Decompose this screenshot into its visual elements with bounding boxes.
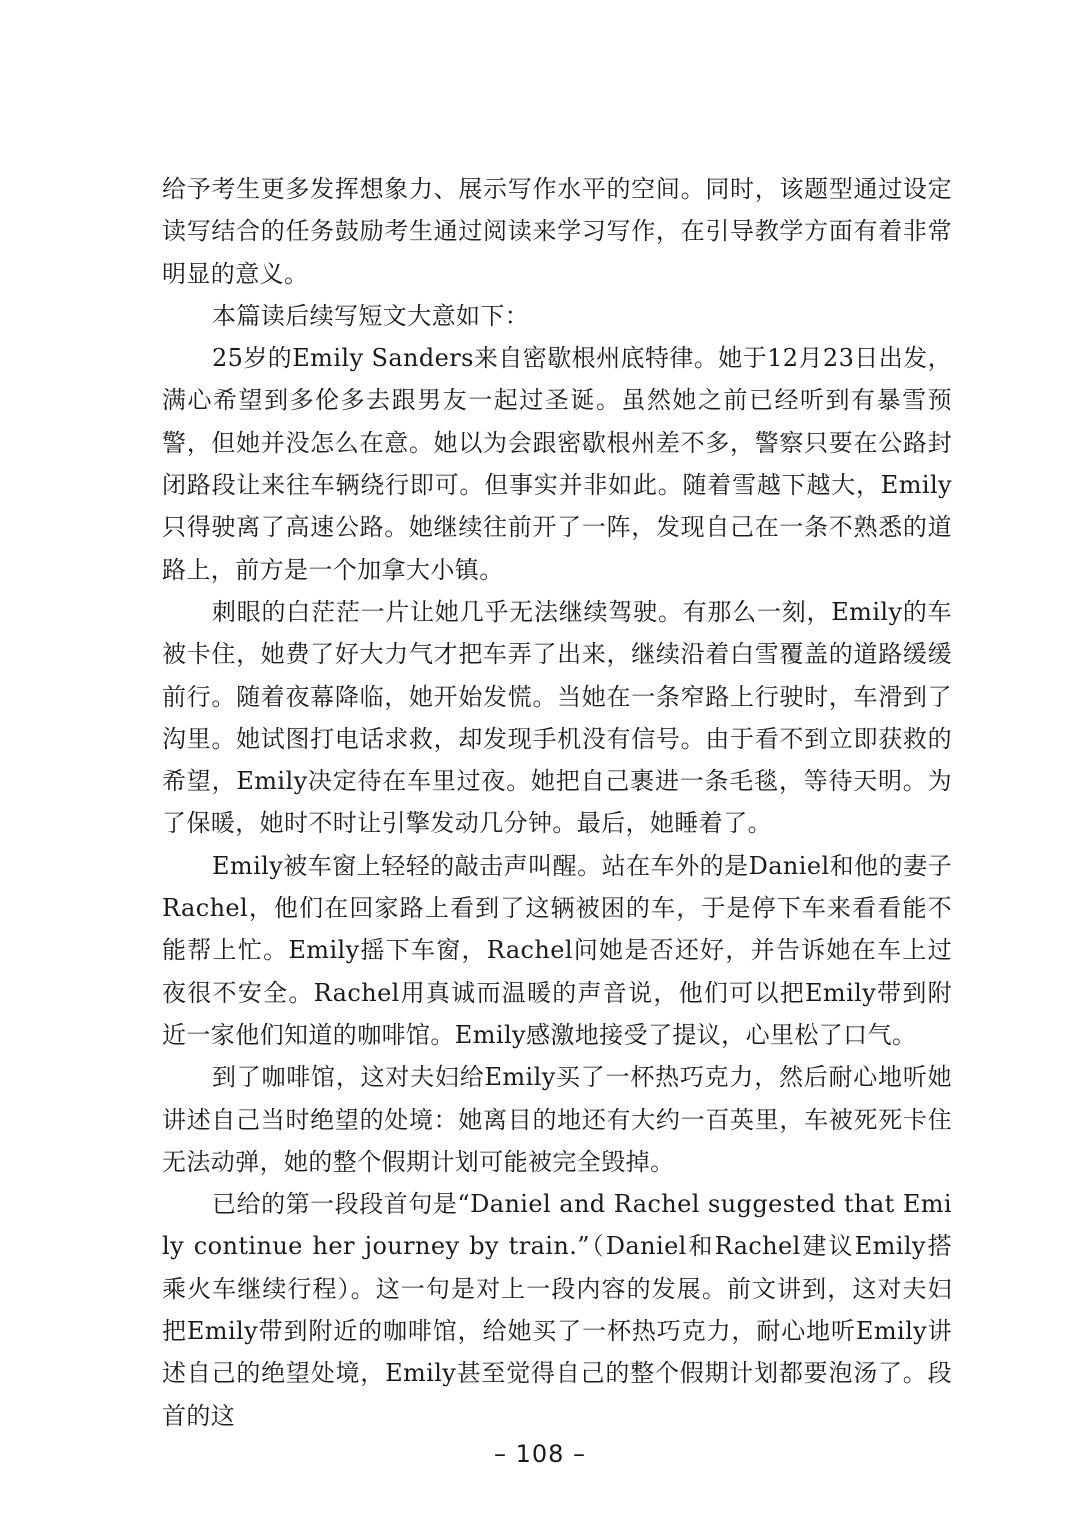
paragraph-analysis: 已给的第一段段首句是“Daniel and Rachel suggested that Emily continue her journey by train.”（Daniel和Rachel建议Emily搭乘火车继续行程）。这一句是对上一段内容的发展。前文讲到，这对夫妇把Emily带到附近的咖啡馆，给她买了一杯热巧克力，耐心地听Emily讲述自己的绝望处境，Emily甚至觉得自己的整个假期计划都要泡汤了。段首的这 bbox=[162, 1190, 952, 1430]
paragraph-story-4: 到了咖啡馆，这对夫妇给Emily买了一杯热巧克力，然后耐心地听她讲述自己当时绝望的处境：她离目的地还有大约一百英里，车被死死卡住无法动弹，她的整个假期计划可能被完全毁掉。 bbox=[162, 1063, 952, 1176]
paragraph-summary-intro: 本篇读后续写短文大意如下： bbox=[212, 301, 530, 330]
paragraph-story-3: Emily被车窗上轻轻的敲击声叫醒。站在车外的是Daniel和他的妻子Rachel，他们在回家路上看到了这辆被困的车，于是停下车来看看能不能帮上忙。Emily摇下车窗，Rachel问她是否还好，并告诉她在车上过夜很不安全。Rachel用真诚而温暖的声音说，他们可以把Emily带到附近一家他们知道的咖啡馆。Emily感激地接受了提议，心里松了口气。 bbox=[162, 851, 952, 1049]
paragraph-story-2: 刺眼的白茫茫一片让她几乎无法继续驾驶。有那么一刻，Emily的车被卡住，她费了好大力气才把车弄了出来，继续沿着白雪覆盖的道路缓缓前行。随着夜幕降临，她开始发慌。当她在一条窄路上行驶时，车滑到了沟里。她试图打电话求救，却发现手机没有信号。由于看不到立即获救的希望，Emily决定待在车里过夜。她把自己裹进一条毛毯，等待天明。为了保暖，她时不时让引擎发动几分钟。最后，她睡着了。 bbox=[162, 597, 952, 838]
paragraph-continued: 给予考生更多发挥想象力、展示写作水平的空间。同时，该题型通过设定读写结合的任务鼓励考生通过阅读来学习写作，在引导教学方面有着非常明显的意义。 bbox=[162, 175, 952, 288]
paragraph-story-1: 25岁的Emily Sanders来自密歇根州底特律。她于12月23日出发，满心希望到多伦多去跟男友一起过圣诞。虽然她之前已经听到有暴雪预警，但她并没怎么在意。她以为会跟密歇根州差不多，警察只要在公路封闭路段让来往车辆绕行即可。但事实并非如此。随着雪越下越大，Emily只得驶离了高速公路。她继续往前开了一阵，发现自己在一条不熟悉的道路上，前方是一个加拿大小镇。 bbox=[162, 344, 952, 584]
page-body bbox=[162, 168, 952, 1437]
page-number: – 108 – bbox=[493, 1440, 587, 1468]
